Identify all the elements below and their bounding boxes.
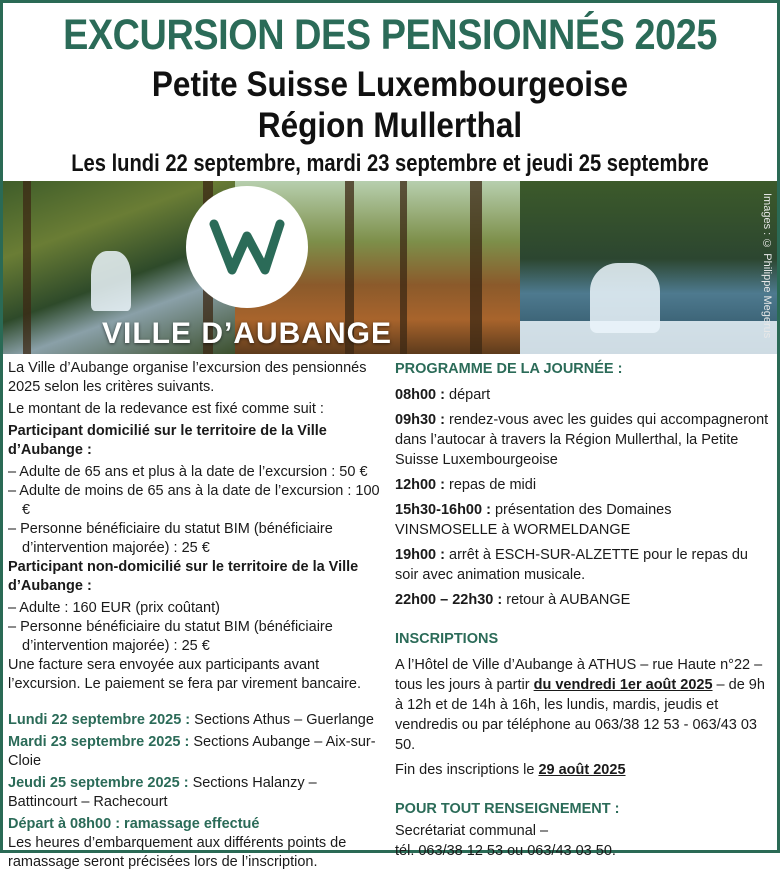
programme-item [395,590,775,610]
list-item: – Adulte : 160 EUR (prix coûtant) [8,600,220,616]
inscriptions-title: INSCRIPTIONS [395,631,499,647]
section-day: Jeudi 25 septembre 2025 : [8,775,189,791]
inscriptions-text-a: A l’Hôtel de Ville d’Aubange à ATHUS – rue Haute n°22 – tous les jours à partir [395,657,763,693]
inscriptions-text [395,655,775,755]
programme-item [395,410,775,470]
fin-inscriptions [395,760,775,780]
section-day: Mardi 23 septembre 2025 : [8,734,190,750]
programme-time: 12h00 : [395,477,445,493]
programme-time: 15h30-16h00 : [395,502,491,518]
right-column [395,359,775,861]
dates-line: Les lundi 22 septembre, mardi 23 septembre et jeudi 25 septembre [71,150,709,177]
programme-item [395,500,775,540]
section-line [8,711,390,730]
programme-text: présentation des Domaines VINSMOSELLE à WORMELDANGE [395,502,672,538]
inscriptions-start-date: du vendredi 1er août 2025 [533,677,713,693]
intro-text: La Ville d’Aubange organise l’excursion des pensionnés 2025 selon les critères suivants. [8,360,367,395]
section-day: Lundi 22 septembre 2025 : [8,712,191,728]
bridge-waterfall-photo [520,181,777,354]
aubange-logo-icon [186,186,308,308]
programme-text: repas de midi [444,477,537,493]
left-column [8,359,390,875]
subtitle-petite-suisse: Petite Suisse Luxembourgeoise [151,65,629,104]
depart-text: Les heures d’embarquement aux différents points de ramassage seront précisées lors de l’inscription. [8,835,347,870]
fin-text: Fin des inscriptions le [395,762,539,778]
photo-banner [3,181,777,354]
list-item: – Personne bénéficiaire du statut BIM (bénéficiaire d’intervention majorée) : 25 € [8,521,333,556]
renseignement-line: Secrétariat communal – [395,823,549,839]
renseignement-phone: tél. 063/38 12 53 ou 063/43 03 50. [395,843,616,859]
list-item: – Personne bénéficiaire du statut BIM (bénéficiaire d’intervention majorée) : 25 € [8,619,333,654]
subtitle-region: Région Mullerthal [257,106,523,145]
depart-title: Départ à 08h00 : ramassage effectué [8,816,260,832]
programme-text: retour à AUBANGE [502,592,631,608]
page-title: EXCURSION DES PENSIONNÉS 2025 [63,11,717,59]
programme-item [395,385,775,405]
programme-item [395,545,775,585]
programme-text: départ [444,387,491,403]
non-domicilie-title: Participant non-domicilié sur le territoire de la Ville d’Aubange : [8,559,359,594]
section-text: Sections Athus – Guerlange [190,712,374,728]
programme-time: 09h30 : [395,412,445,428]
section-text: Sections Halanzy – Battincourt – Rachecourt [8,775,317,810]
section-line [8,733,390,771]
programme-text: arrêt à ESCH-SUR-ALZETTE pour le repas du soir avec animation musicale. [395,547,748,583]
programme-title: PROGRAMME DE LA JOURNÉE : [395,361,623,377]
section-line [8,774,390,812]
fin-date: 29 août 2025 [538,762,626,778]
renseignement-title: POUR TOUT RENSEIGNEMENT : [395,801,620,817]
photo-credit: Images : © Philippe Megerus [761,193,773,339]
header [3,3,777,181]
inscriptions-text-b: – de 9h à 12h et de 14h à 16h, les lundis, mardis, jeudis et vendredis ou par téléphone au 063/38 12 53 - 063/43 03 50. [395,677,765,753]
facture-text: Une facture sera envoyée aux participants avant l’excursion. Le paiement se fera par virement bancaire. [8,657,362,692]
programme-time: 22h00 – 22h30 : [395,592,503,608]
domicilie-title: Participant domicilié sur le territoire de la Ville d’Aubange : [8,423,327,458]
programme-time: 19h00 : [395,547,445,563]
programme-text: rendez-vous avec les guides qui accompagneront dans l’autocar à travers la Région Mullerthal, la Petite Suisse Luxembourgeoise [395,412,769,468]
programme-time: 08h00 : [395,387,445,403]
montant-text: Le montant de la redevance est fixé comme suit : [8,401,324,417]
section-text: Sections Aubange – Aix-sur-Cloie [8,734,376,769]
programme-item [395,475,775,495]
list-item: – Adulte de 65 ans et plus à la date de l’excursion : 50 € [8,464,368,480]
list-item: – Adulte de moins de 65 ans à la date de l’excursion : 100 € [8,483,380,518]
logo-wordmark: VILLE D’AUBANGE [101,317,392,350]
